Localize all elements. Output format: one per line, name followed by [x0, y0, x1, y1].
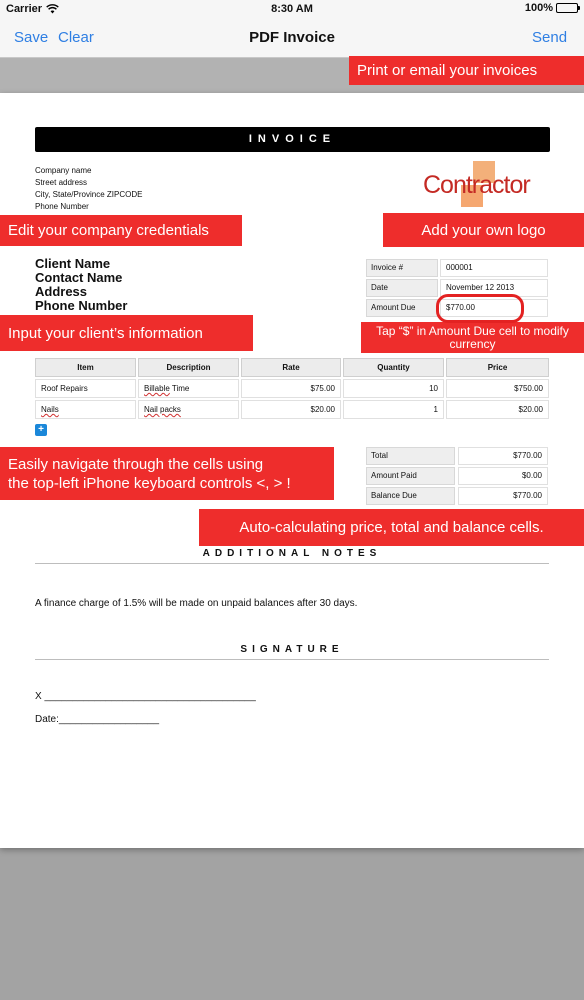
status-bar [0, 0, 584, 20]
balance-due-label: Balance Due [366, 487, 455, 505]
client-name[interactable]: Client Name [35, 256, 111, 271]
company-city[interactable]: City, State/Province ZIPCODE [35, 190, 143, 199]
notes-text[interactable]: A finance charge of 1.5% will be made on unpaid balances after 30 days. [35, 598, 358, 609]
amount-due-highlight [436, 294, 524, 323]
company-phone[interactable]: Phone Number [35, 202, 89, 211]
battery-icon [556, 3, 578, 13]
notes-title: ADDITIONAL NOTES [35, 548, 549, 564]
client-address[interactable]: Address [35, 284, 88, 299]
callout-currency: Tap “$” in Amount Due cell to modify currency [361, 322, 584, 353]
callout-navigate-line-1: Easily navigate through the cells using [8, 455, 264, 473]
date-field[interactable]: November 12 2013 [440, 279, 548, 297]
items-table [35, 358, 549, 421]
invoice-header: INVOICE [35, 127, 550, 152]
callout-client: Input your client’s information [0, 315, 253, 351]
clear-button[interactable]: Clear [58, 29, 94, 46]
invoice-number-field[interactable]: 000001 [440, 259, 548, 277]
item-cell[interactable]: Roof Repairs [35, 379, 136, 398]
signature-line: X ______________________________________ [35, 691, 256, 702]
price-cell[interactable]: $750.00 [446, 379, 549, 398]
company-logo[interactable] [423, 161, 553, 213]
quantity-cell[interactable]: 10 [343, 379, 444, 398]
battery-status [525, 2, 578, 14]
callout-navigate-line-2: the top-left iPhone keyboard controls <, > ! [8, 474, 291, 492]
column-header-quantity: Quantity [343, 358, 444, 377]
column-header-rate: Rate [241, 358, 341, 377]
balance-due-value: $770.00 [458, 487, 548, 505]
callout-print: Print or email your invoices [349, 56, 584, 85]
company-street[interactable]: Street address [35, 178, 88, 187]
table-header [35, 358, 549, 378]
battery-percent: 100% [524, 2, 553, 14]
company-info[interactable] [35, 165, 142, 213]
description-text-misspelled: Billable [144, 384, 170, 393]
price-cell[interactable]: $20.00 [446, 400, 549, 419]
save-button[interactable]: Save [14, 29, 49, 46]
callout-credentials: Edit your company credentials [0, 215, 242, 246]
total-label: Total [366, 447, 455, 465]
send-button[interactable]: Send [532, 29, 568, 46]
callout-navigate [0, 447, 334, 500]
navigation-bar [0, 0, 584, 58]
table-row [35, 400, 549, 420]
status-time: 8:30 AM [271, 3, 313, 15]
column-header-item: Item [35, 358, 136, 377]
table-row [35, 379, 549, 399]
item-text: Nails [41, 405, 59, 414]
add-row-button[interactable]: + [35, 424, 47, 436]
description-text: Nail packs [144, 405, 181, 414]
description-cell[interactable] [138, 400, 239, 419]
callout-auto-calculating: Auto-calculating price, total and balance cells. [199, 509, 584, 546]
date-line: Date:__________________ [35, 714, 160, 725]
client-info[interactable] [35, 257, 127, 313]
amount-paid-label: Amount Paid [366, 467, 455, 485]
logo-text: Contractor [423, 171, 530, 199]
rate-cell[interactable]: $75.00 [241, 379, 341, 398]
description-text-rest: Time [169, 384, 190, 393]
invoice-number-label: Invoice # [366, 259, 438, 277]
column-header-price: Price [446, 358, 549, 377]
amount-due-label: Amount Due [366, 299, 438, 317]
callout-logo: Add your own logo [383, 213, 584, 247]
carrier-label: Carrier [6, 3, 43, 15]
page-title: PDF Invoice [249, 29, 335, 46]
company-name[interactable]: Company name [35, 166, 92, 175]
column-header-description: Description [138, 358, 239, 377]
item-cell[interactable] [35, 400, 136, 419]
amount-due-field[interactable]: $770.00 [440, 299, 548, 317]
amount-paid-field[interactable]: $0.00 [458, 467, 548, 485]
rate-cell[interactable]: $20.00 [241, 400, 341, 419]
total-value: $770.00 [458, 447, 548, 465]
client-contact[interactable]: Contact Name [35, 270, 123, 285]
client-phone[interactable]: Phone Number [35, 298, 128, 313]
quantity-cell[interactable]: 1 [343, 400, 444, 419]
signature-title: SIGNATURE [35, 644, 549, 660]
description-cell[interactable] [138, 379, 239, 398]
date-label: Date [366, 279, 438, 297]
